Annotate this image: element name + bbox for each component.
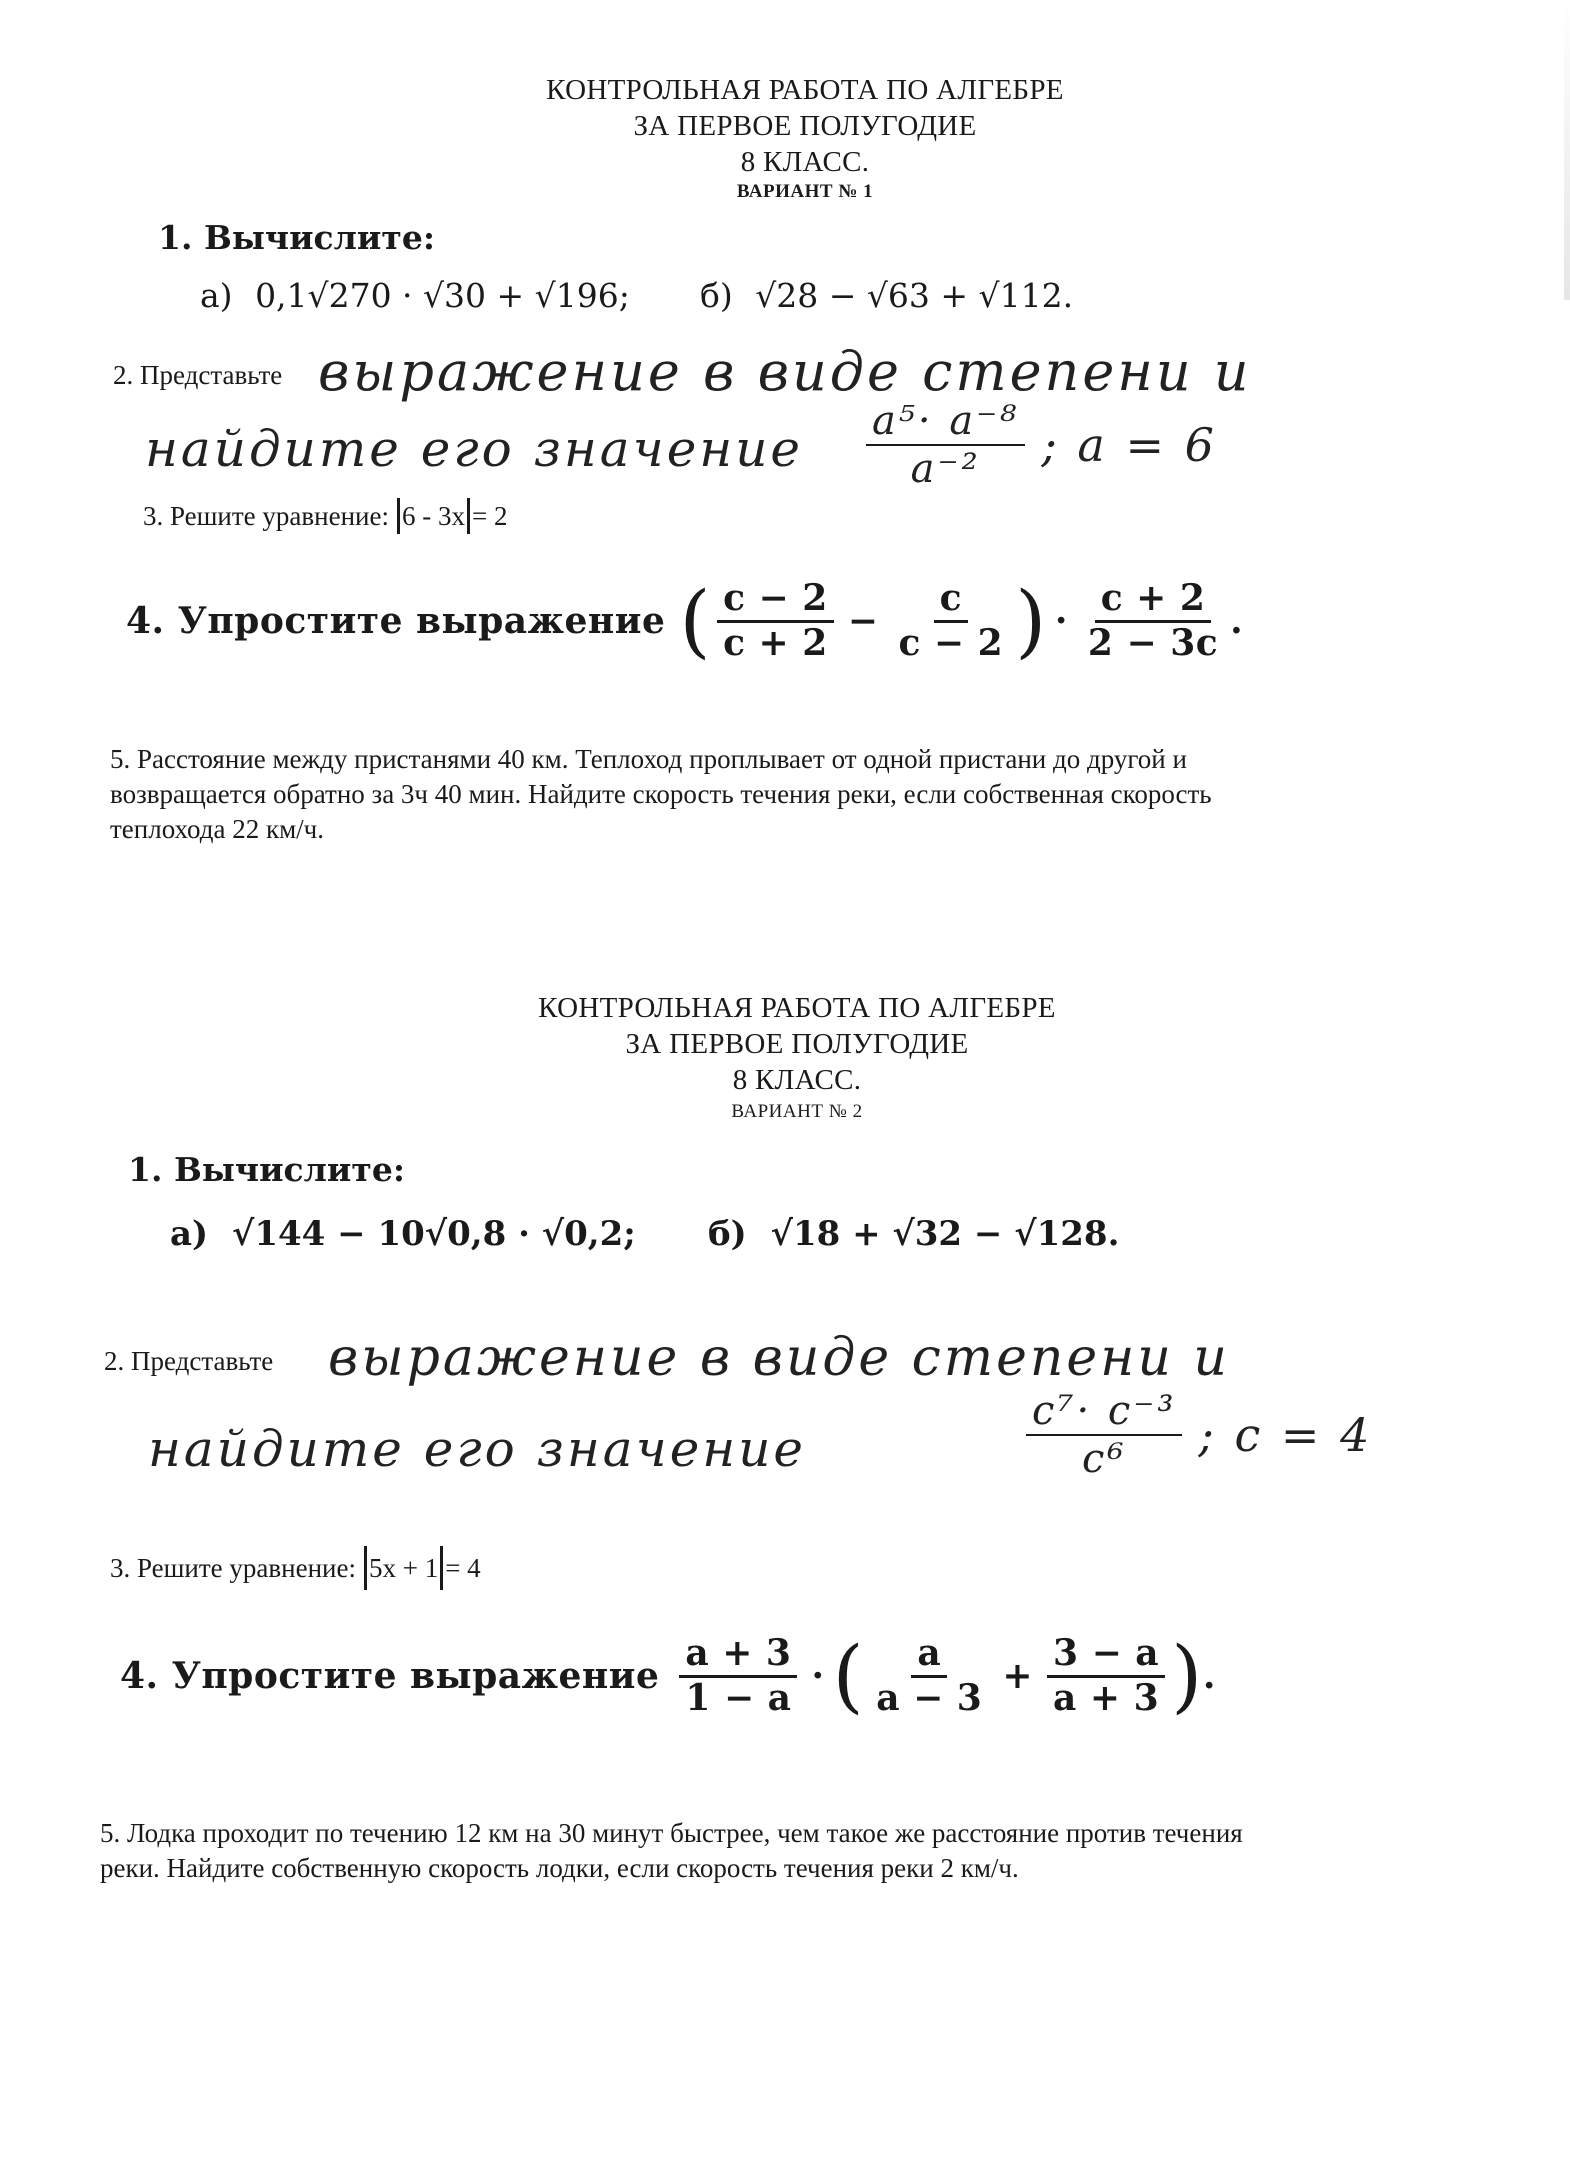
v1-task2-hand-line2: найдите его значение [145, 420, 804, 478]
v2-task1-a [170, 1214, 636, 1254]
v2-task2-expression [1020, 1390, 1372, 1480]
v1-task1-b-label: б) [700, 276, 733, 315]
v1-task3-abs-right [467, 498, 470, 534]
v2-task3-label: 3. Решите уравнение: [110, 1553, 356, 1583]
v2-task1-b [708, 1214, 1119, 1254]
v2-task2-fraction [1026, 1390, 1182, 1480]
v2-task4-end: . [1202, 1655, 1216, 1698]
v2-task3 [110, 1546, 481, 1590]
v2-task4-frac3-num: 3 − a [1047, 1635, 1165, 1678]
v2-task3-abs-left [364, 1546, 367, 1590]
v1-task2-hand-line1: выражение в виде степени и [318, 340, 1252, 403]
v2-task5-line2: реки. Найдите собственную скорость лодки, если скорость течения реки 2 км/ч. [100, 1853, 1019, 1883]
v1-task4-frac2 [892, 577, 1009, 664]
v1-task4-frac2-num: c [934, 580, 968, 623]
v2-task5-line1: 5. Лодка проходит по течению 12 км на 30 минут быстрее, чем такое же расстояние против течения [100, 1818, 1243, 1848]
v2-task4-frac2 [870, 1632, 988, 1719]
v2-task4 [120, 1629, 1216, 1723]
v2-variant-label: ВАРИАНТ № 2 [731, 1101, 863, 1122]
v1-task5 [110, 742, 1440, 847]
v1-task2-frac-num: a⁵· a⁻⁸ [866, 400, 1025, 446]
v2-header-line3: 8 КЛАСС. [732, 1064, 862, 1096]
v2-task4-label: 4. Упростите выражение [120, 1655, 660, 1698]
v1-task1-a [200, 276, 630, 315]
v2-task1-a-label: а) [170, 1214, 209, 1254]
v1-task4 [126, 574, 1244, 668]
v1-task4-frac1-den: c + 2 [723, 621, 828, 664]
v2-task2-hand-line2: найдите его значение [148, 1420, 807, 1478]
v1-task4-frac1-num: c − 2 [717, 580, 834, 623]
v1-task4-frac1 [717, 577, 834, 664]
v1-task4-minus: − [847, 600, 879, 643]
v1-task3-abs-left [397, 498, 400, 534]
v2-task2-frac-den: c⁶ [1081, 1436, 1127, 1482]
v2-task4-rparen: ) [1171, 1629, 1203, 1723]
v1-header-line3: 8 КЛАСС. [740, 146, 870, 178]
v1-task2-expression [860, 400, 1217, 490]
v1-task3-label: 3. Решите уравнение: [143, 501, 389, 531]
v2-task2-hand-line1: выражение в виде степени и [328, 1328, 1230, 1388]
v2-header-line2: ЗА ПЕРВОЕ ПОЛУГОДИЕ [625, 1028, 969, 1060]
v2-task1-a-expr: √144 − 10√0,8 · √0,2; [231, 1214, 636, 1254]
v1-task3-inner: 6 - 3x [401, 501, 465, 531]
v1-task2-frac-den: a⁻² [910, 446, 981, 492]
v1-task1-title: 1. Вычислите: [158, 218, 436, 257]
v1-task4-frac2-den: c − 2 [898, 621, 1004, 664]
v1-header-line1: КОНТРОЛЬНАЯ РАБОТА ПО АЛГЕБРЕ [546, 74, 1064, 106]
v1-task4-end: . [1230, 600, 1244, 643]
v2-task4-frac1 [679, 1632, 797, 1719]
v2-task4-frac2-den: a − 3 [876, 1676, 983, 1719]
v1-task4-dot: · [1054, 600, 1068, 643]
v1-task4-frac3-num: c + 2 [1095, 580, 1212, 623]
v1-task2-label: 2. Представьте [113, 360, 283, 390]
v2-task1-b-expr: √18 + √32 − √128. [770, 1214, 1120, 1254]
v1-task2-value: ; a = 6 [1041, 418, 1217, 472]
v1-task1-b [700, 276, 1073, 315]
v2-task5 [100, 1816, 1460, 1886]
v2-task1-b-label: б) [708, 1214, 747, 1254]
v2-task3-rhs: = 4 [445, 1553, 481, 1583]
v1-variant-label: ВАРИАНТ № 1 [736, 181, 874, 202]
v2-header-line1: КОНТРОЛЬНАЯ РАБОТА ПО АЛГЕБРЕ [538, 992, 1056, 1024]
v2-task4-lparen: ( [832, 1629, 865, 1723]
v2-task4-frac1-den: 1 − a [685, 1676, 792, 1719]
v1-task4-frac3 [1082, 577, 1224, 664]
v2-task1-title: 1. Вычислите: [128, 1150, 406, 1189]
v1-task3-rhs: = 2 [471, 501, 508, 531]
v1-task5-line1: 5. Расстояние между пристанями 40 км. Теплоход проплывает от одной пристани до другой и [110, 744, 1187, 774]
v1-task5-line2: возвращается обратно за 3ч 40 мин. Найдите скорость течения реки, если собственная скорость [110, 779, 1212, 809]
v1-task3 [143, 498, 507, 534]
v1-task4-label: 4. Упростите выражение [126, 600, 666, 643]
v1-header-line2: ЗА ПЕРВОЕ ПОЛУГОДИЕ [633, 110, 977, 142]
v2-task4-frac3 [1047, 1632, 1165, 1719]
v1-task4-frac3-den: 2 − 3c [1087, 621, 1219, 664]
v1-task1-b-expr: √28 − √63 + √112. [755, 276, 1074, 315]
v2-task2-value: ; c = 4 [1198, 1408, 1373, 1462]
scan-edge-shadow [1564, 0, 1570, 300]
v2-task4-frac2-num: a [911, 1635, 947, 1678]
v2-task2-frac-num: c⁷· c⁻³ [1026, 1390, 1182, 1436]
v2-task4-frac3-den: a + 3 [1053, 1676, 1160, 1719]
v1-task4-rparen: ) [1015, 574, 1047, 668]
v1-task4-lparen: ( [679, 574, 712, 668]
v2-task4-frac1-num: a + 3 [679, 1635, 797, 1678]
v2-task3-abs-right [440, 1546, 443, 1590]
v2-task4-dot: · [811, 1655, 825, 1698]
v1-task2-fraction [866, 400, 1025, 490]
v2-task4-plus: + [1002, 1655, 1034, 1698]
v1-task1-a-label: а) [200, 276, 233, 315]
v1-task1-a-expr: 0,1√270 · √30 + √196; [255, 276, 630, 315]
v1-task5-line3: теплохода 22 км/ч. [110, 814, 324, 844]
v2-task2-label: 2. Представьте [104, 1346, 274, 1376]
v2-task3-inner: 5x + 1 [368, 1553, 439, 1583]
